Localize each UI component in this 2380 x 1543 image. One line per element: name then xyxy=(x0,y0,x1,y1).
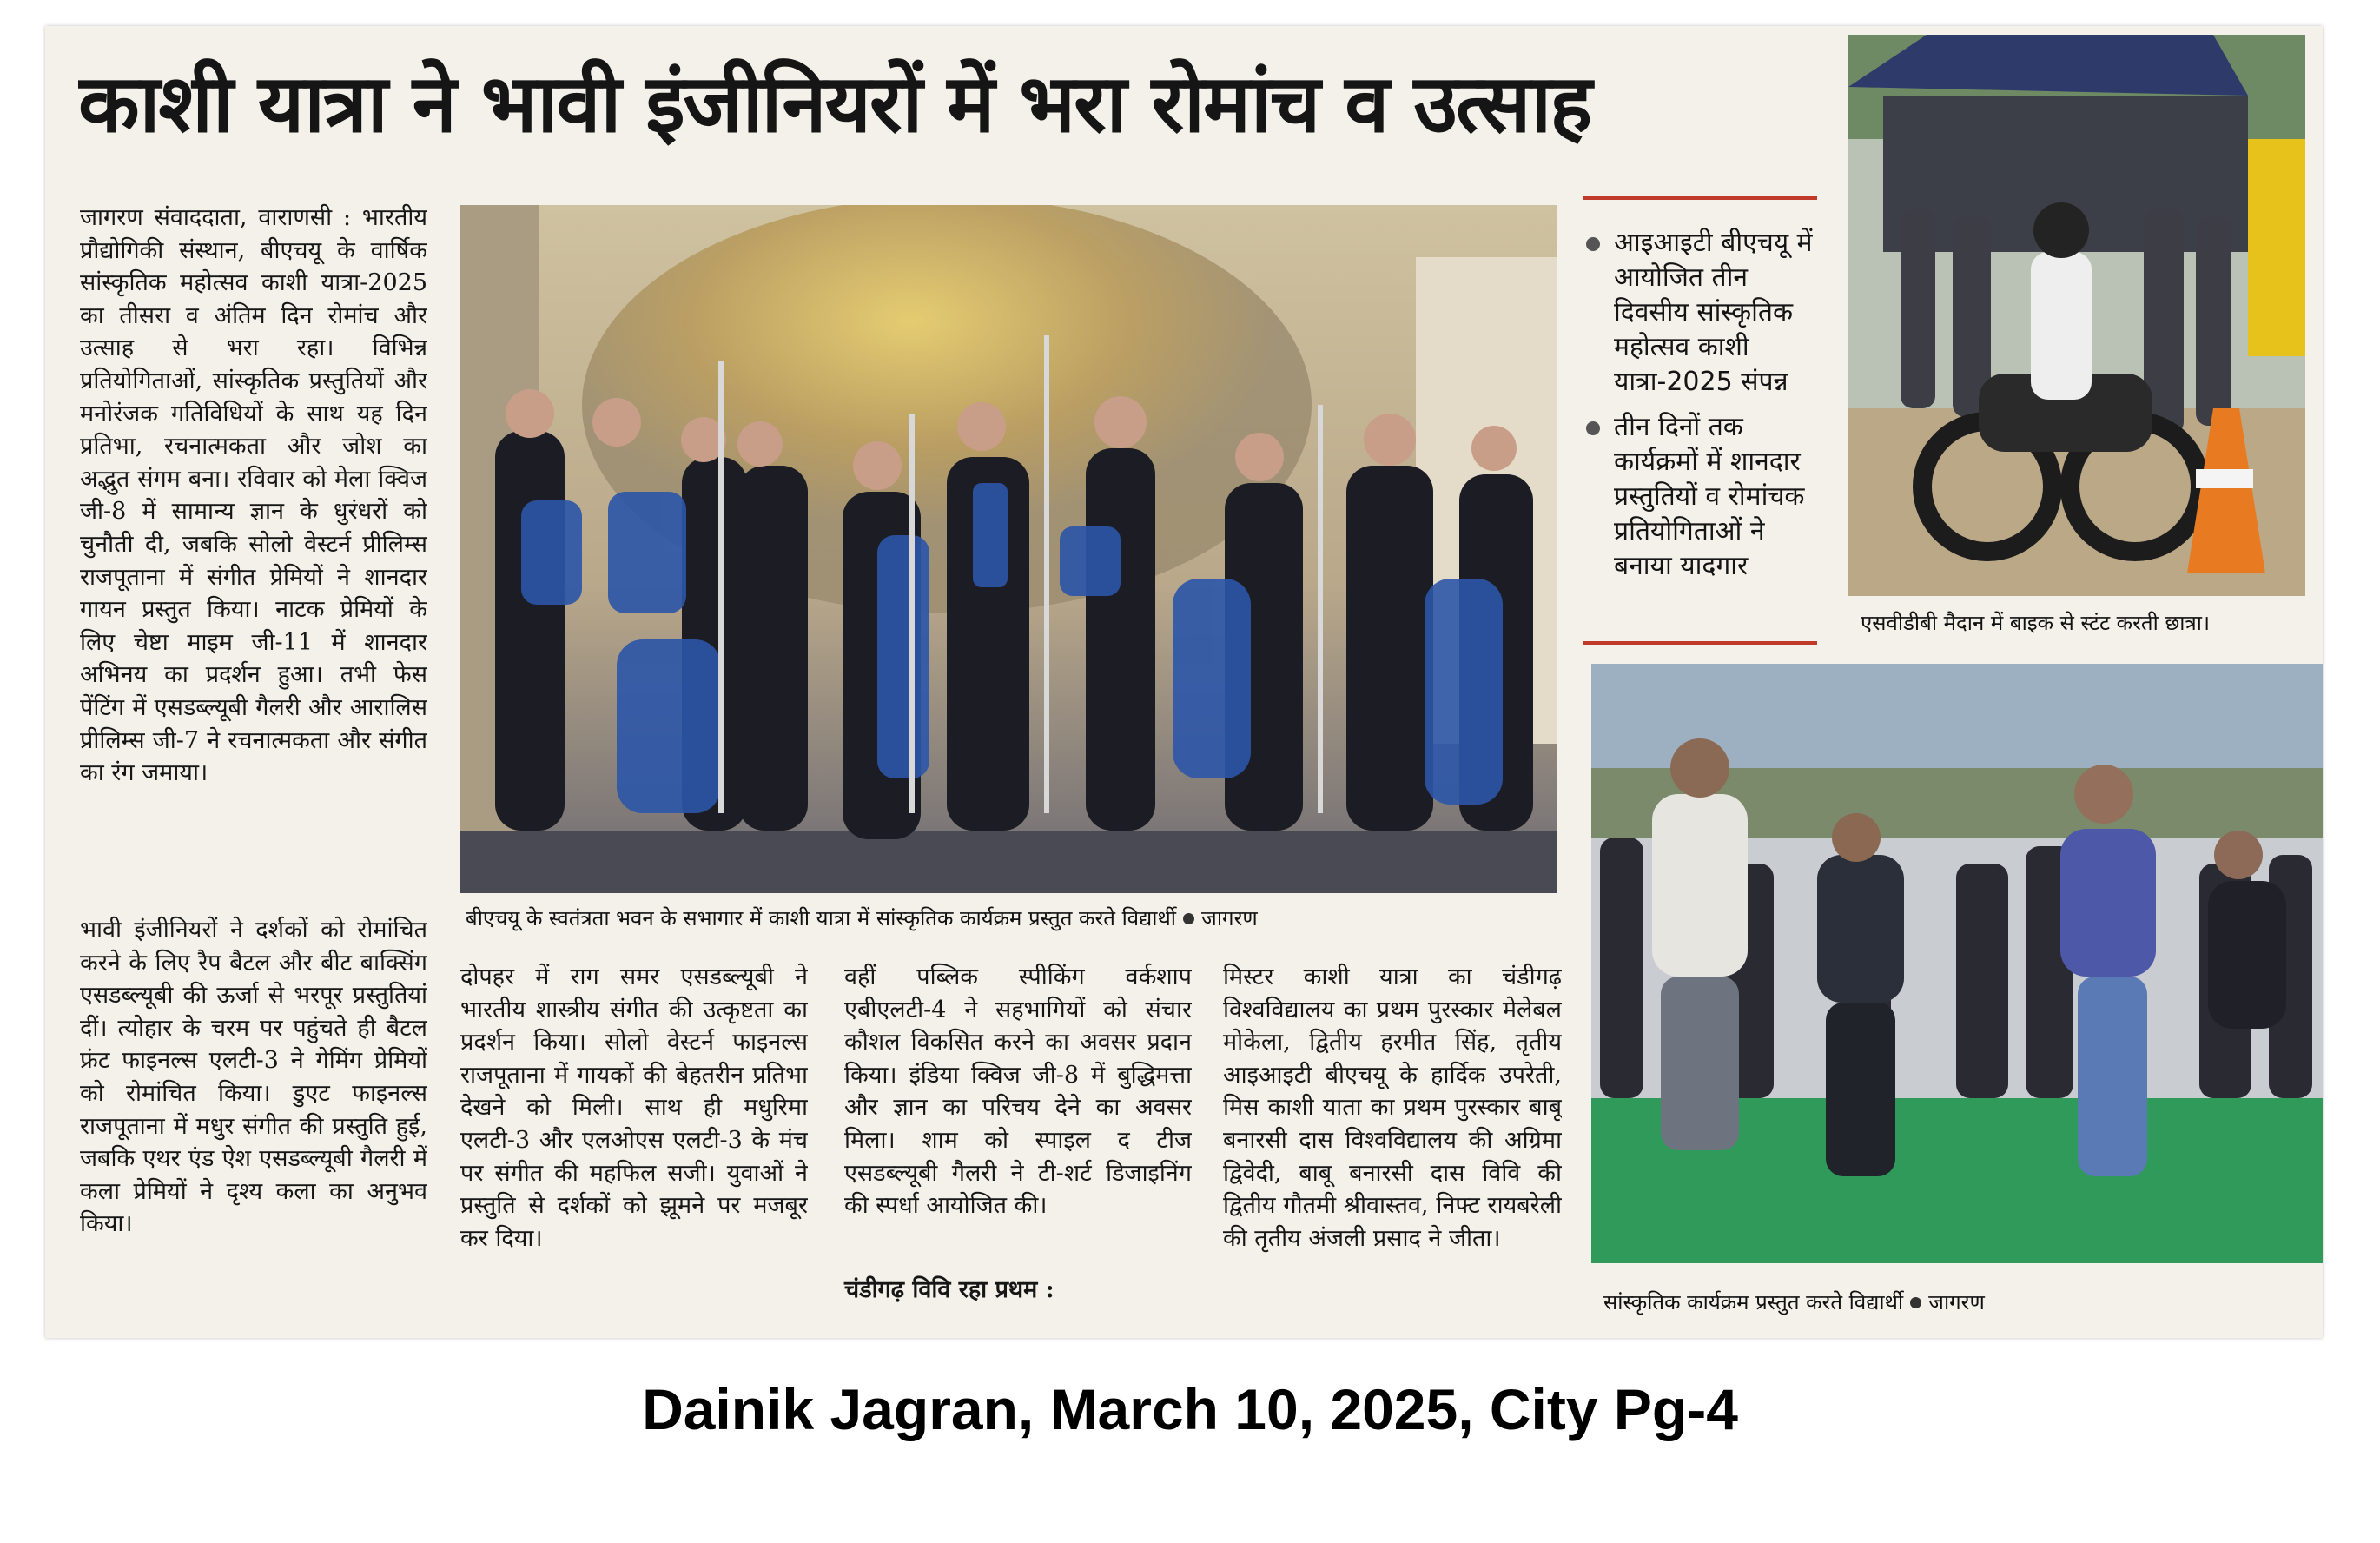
dance-photo-caption xyxy=(1603,1288,1985,1316)
highlights-box xyxy=(1583,196,1817,648)
article-column-2 xyxy=(460,961,808,1326)
bike-photo-caption: एसवीडीबी मैदान में बाइक से स्टंट करती छात्रा। xyxy=(1861,611,2211,635)
bike-stunt-photo xyxy=(1848,35,2305,596)
column-2-paragraph: दोपहर में राग समर एसडब्ल्यूबी ने भारतीय शास्त्रीय संगीत की उत्कृष्टता का प्रदर्शन किया। सोलो वेस्टर्न फाइनल्स राजपूताना में गायकों की बेहतरीन प्रतिभा देखने को मिली। साथ ही मधुरिमा एलटी-3 और एलओएस एलटी-3 के मंच पर संगीत की महफिल सजी। युवाओं ने प्रस्तुति से दर्शकों को झूमने पर मजबूर कर दिया। xyxy=(460,964,808,1252)
bullet-dot-icon xyxy=(1586,421,1600,435)
column-3-paragraph: वहीं पब्लिक स्पीकिंग वर्कशाप एबीएलटी-4 ने सहभागियों को संचार कौशल विकसित करने का अवसर प्रदान किया। इंडिया क्विज जी-8 में बुद्धिमत्ता और ज्ञान का परिचय देने का अवसर मिला। शाम को स्पाइल द टीज एसडब्ल्यूबी गैलरी ने टी-शर्ट डिजाइनिंग की स्पर्धा आयोजित की। xyxy=(844,964,1192,1220)
column-1-paragraph-2: भावी इंजीनियरों ने दर्शकों को रोमांचित करने के लिए रैप बैटल और बीट बाक्सिंग एसडब्ल्यूबी की ऊर्जा से भरपूर प्रस्तुतियां दीं। त्योहार के चरम पर पहुंचते ही बैटल फ्रंट फाइनल्स एलटी-3 ने गेमिंग प्रेमियों को रोमांचित किया। डुएट फाइनल्स राजपूताना में मधुर संगीत की प्रस्तुति हुई, जबकि एथर एंड ऐश एसडब्ल्यूबी गैलरी में कला प्रेमियों ने दृश्य कला का अनुभव किया। xyxy=(80,917,427,1238)
article-column-1 xyxy=(80,202,427,1314)
dance-performance-photo xyxy=(1591,664,2323,1263)
bullet-dot-icon xyxy=(1183,913,1194,924)
main-photo-caption xyxy=(466,904,1258,932)
dance-photo-caption-text: सांस्कृतिक कार्यक्रम प्रस्तुत करते विद्यार्थी xyxy=(1603,1290,1904,1315)
fashion-show-photo xyxy=(460,205,1557,893)
article-column-3 xyxy=(844,961,1192,1307)
highlight-text: आइआइटी बीएचयू में आयोजित तीन दिवसीय सांस्कृतिक महोत्सव काशी यात्रा-2025 संपन्न xyxy=(1614,228,1813,397)
headline: काशी यात्रा ने भावी इंजीनियरों में भरा रोमांच व उत्साह xyxy=(78,57,1591,150)
bullet-dot-icon xyxy=(1910,1297,1921,1308)
column-4-paragraph: मिस्टर काशी यात्रा का चंडीगढ़ विश्वविद्यालय का प्रथम पुरस्कार मेलेबल मोकेला, द्वितीय हरमीत सिंह, तृतीय आइआइटी बीएचयू के हार्दिक उपरेती, मिस काशी याता का प्रथम पुरस्कार बाबू बनारसी दास विश्वविद्यालय की अग्रिमा द्विवेदी, बाबू बनारसी दास विवि की द्वितीय गौतमी श्रीवास्तव, निफ्ट रायबरेली की तृतीय अंजली प्रसाद ने जीता। xyxy=(1223,964,1562,1252)
dance-photo-credit: जागरण xyxy=(1928,1290,1985,1315)
bullet-dot-icon xyxy=(1586,237,1600,251)
article-column-4 xyxy=(1223,961,1562,1326)
source-citation: Dainik Jagran, March 10, 2025, City Pg-4 xyxy=(642,1377,1738,1441)
column-3-subhead: चंडीगढ़ विवि रहा प्रथम : xyxy=(844,1276,1054,1303)
highlight-item xyxy=(1583,410,1817,584)
column-1-paragraph-1: जागरण संवाददाता, वाराणसी : भारतीय प्रौद्योगिकी संस्थान, बीएचयू के वार्षिक सांस्कृतिक महोत्सव काशी यात्रा-2025 का तीसरा व अंतिम दिन रोमांच और उत्साह से भरा रहा। विभिन्न प्रतियोगिताओं, सांस्कृतिक प्रस्तुतियों और मनोरंजक गतिविधियों के साथ यह दिन प्रतिभा, रचनात्मकता और जोश का अद्भुत संगम बना। रविवार को मेला क्विज जी-8 में सामान्य ज्ञान के धुरंधरों को चुनौती दी, जबकि सोलो वेस्टर्न प्रीलिम्स राजपूताना में संगीत प्रेमियों ने शानदार गायन प्रस्तुत किया। नाटक प्रेमियों के लिए चेष्टा माइम जी-11 में शानदार अभिनय का प्रदर्शन हुआ। तभी फेस पेंटिंग में एसडब्ल्यूबी गैलरी और आरालिस प्रीलिम्स जी-7 ने रचनात्मकता और संगीत का रंग जमाया। xyxy=(80,204,427,787)
highlight-item xyxy=(1583,226,1817,400)
highlight-text: तीन दिनों तक कार्यक्रमों में शानदार प्रस्तुतियों व रोमांचक प्रतियोगिताओं ने बनाया यादगार xyxy=(1614,412,1805,581)
main-photo-caption-text: बीएचयू के स्वतंत्रता भवन के सभागार में काशी यात्रा में सांस्कृतिक कार्यक्रम प्रस्तुत करते विद्यार्थी xyxy=(466,906,1177,930)
main-photo-credit: जागरण xyxy=(1201,906,1258,930)
highlights-top-rule xyxy=(1583,196,1817,200)
highlights-bottom-rule xyxy=(1583,641,1817,645)
